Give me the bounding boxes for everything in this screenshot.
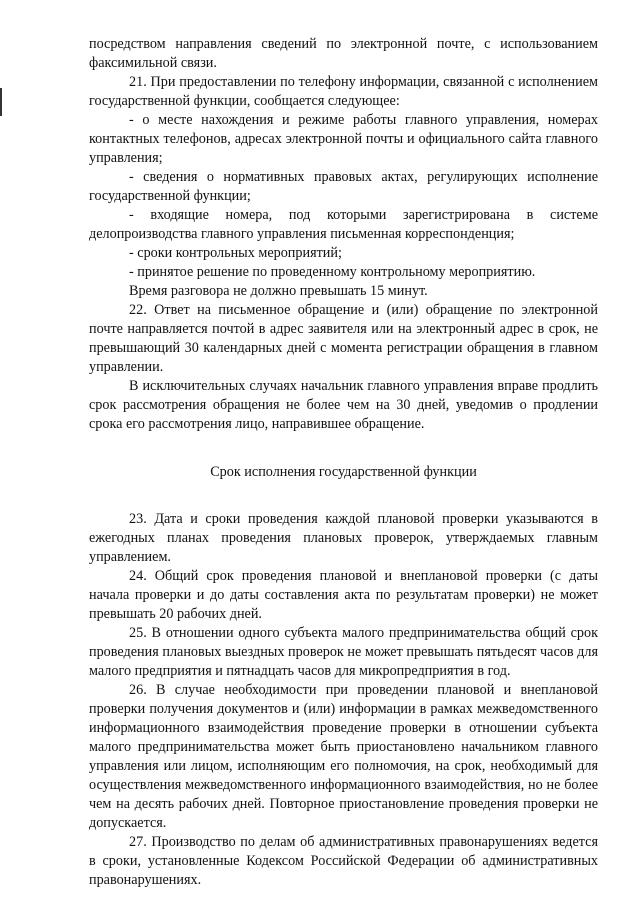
paragraph-27: 27. Производство по делам об административных правонарушениях ведется в сроки, установленные Кодексом Российской Федерации об административных правонарушениях. xyxy=(89,834,598,888)
margin-mark xyxy=(0,88,2,116)
document-page xyxy=(89,35,598,890)
paragraph-continuation: посредством направления сведений по электронной почте, с использованием факсимильной связи. xyxy=(89,36,598,71)
paragraph-26: 26. В случае необходимости при проведении плановой и внеплановой проверки получения документов и (или) информации в рамках межведомственного информационного взаимодействия проведение проверки в отношении субъекта малого предпринимательства может быть приостановлено начальником главного управления или лицом, исполняющим его полномочия, на срок, необходимый для осуществления межведомственного информационного взаимодействия, но не более чем на десять рабочих дней. Повторное приостановление проведения проверки не допускается. xyxy=(89,682,598,831)
list-item-normative-acts: - сведения о нормативных правовых актах, регулирующих исполнение государственной функции; xyxy=(89,169,598,204)
list-item-decision: - принятое решение по проведенному контрольному мероприятию. xyxy=(129,264,536,280)
paragraph-25: 25. В отношении одного субъекта малого предпринимательства общий срок проведения плановых выездных проверок не может превышать пятьдесят часов для малого предприятия и пятнадцать часов для микропредприятия в год. xyxy=(89,625,598,679)
paragraph-24: 24. Общий срок проведения плановой и внеплановой проверки (с даты начала проверки и до даты составления акта по результатам проверки) не может превышать 20 рабочих дней. xyxy=(89,568,598,622)
list-item-incoming-numbers: - входящие номера, под которыми зарегистрирована в системе делопроизводства главного управления письменная корреспонденция; xyxy=(89,207,598,242)
list-item-control-terms: - сроки контрольных мероприятий; xyxy=(129,245,342,261)
paragraph-23: 23. Дата и сроки проведения каждой плановой проверки указываются в ежегодных планах проведения плановых проверок, утверждаемых главным управлением. xyxy=(89,511,598,565)
paragraph-21: 21. При предоставлении по телефону информации, связанной с исполнением государственной функции, сообщается следующее: xyxy=(89,74,598,109)
paragraph-call-duration: Время разговора не должно превышать 15 минут. xyxy=(129,283,428,299)
paragraph-22: 22. Ответ на письменное обращение и (или) обращение по электронной почте направляется почтой в адрес заявителя или на электронный адрес в срок, не превышающий 30 календарных дней с момента регистрации обращения в главном управлении. xyxy=(89,302,598,375)
paragraph-exceptional-cases: В исключительных случаях начальник главного управления вправе продлить срок рассмотрения обращения не более чем на 30 дней, уведомив о продлении срока его рассмотрения лицо, направившее обращение. xyxy=(89,378,598,432)
list-item-location: - о месте нахождения и режиме работы главного управления, номерах контактных телефонов, адресах электронной почты и официального сайта главного управления; xyxy=(89,112,598,166)
section-heading: Срок исполнения государственной функции xyxy=(210,464,477,480)
